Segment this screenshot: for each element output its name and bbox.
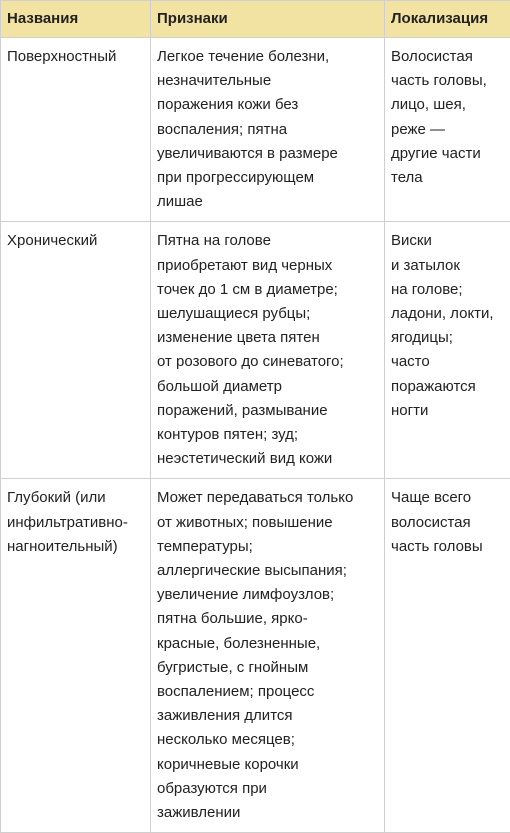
cell-line: часть головы, — [391, 69, 504, 93]
cell-line: Виски — [391, 229, 504, 253]
cell-line: температуры; — [157, 535, 378, 559]
cell-line: лишае — [157, 190, 378, 214]
cell-line: часть головы — [391, 535, 504, 559]
cell-line: часто — [391, 350, 504, 374]
cell-line: Чаще всего — [391, 486, 504, 510]
cell-line: аллергические высыпания; — [157, 559, 378, 583]
cell-line: воспаления; пятна — [157, 118, 378, 142]
cell-location — [385, 38, 510, 222]
cell-line: шелушащиеся рубцы; — [157, 302, 378, 326]
cell-line: на голове; — [391, 278, 504, 302]
cell-name — [1, 38, 151, 222]
table-row — [1, 479, 510, 833]
cell-line: реже — — [391, 118, 504, 142]
cell-line: ягодицы; — [391, 326, 504, 350]
cell-line: Волосистая — [391, 45, 504, 69]
cell-signs — [151, 38, 385, 222]
header-signs: Признаки — [151, 1, 385, 38]
cell-line: несколько месяцев; — [157, 728, 378, 752]
table-header-row — [1, 1, 510, 38]
cell-line: поражения кожи без — [157, 93, 378, 117]
cell-line: поражений, размывание — [157, 399, 378, 423]
cell-line: красные, болезненные, — [157, 632, 378, 656]
cell-line: лицо, шея, — [391, 93, 504, 117]
cell-location — [385, 222, 510, 479]
cell-line: контуров пятен; зуд; — [157, 423, 378, 447]
cell-line: заживлении — [157, 801, 378, 825]
cell-name — [1, 479, 151, 833]
cell-line: Легкое течение болезни, — [157, 45, 378, 69]
cell-line: нагноительный) — [7, 535, 144, 559]
cell-line: инфильтративно- — [7, 511, 144, 535]
cell-line: пятна большие, ярко- — [157, 607, 378, 631]
table-row — [1, 38, 510, 222]
cell-line: Хронический — [7, 229, 144, 253]
cell-line: и затылок — [391, 254, 504, 278]
cell-line: увеличение лимфоузлов; — [157, 583, 378, 607]
cell-line: ладони, локти, — [391, 302, 504, 326]
cell-line: ногти — [391, 399, 504, 423]
cell-line: точек до 1 см в диаметре; — [157, 278, 378, 302]
cell-line: неэстетический вид кожи — [157, 447, 378, 471]
cell-line: при прогрессирующем — [157, 166, 378, 190]
cell-line: поражаются — [391, 375, 504, 399]
cell-location — [385, 479, 510, 833]
cell-line: бугристые, с гнойным — [157, 656, 378, 680]
cell-name — [1, 222, 151, 479]
cell-line: тела — [391, 166, 504, 190]
cell-line: Поверхностный — [7, 45, 144, 69]
cell-line: от розового до синеватого; — [157, 350, 378, 374]
cell-line: изменение цвета пятен — [157, 326, 378, 350]
cell-line: Пятна на голове — [157, 229, 378, 253]
cell-signs — [151, 479, 385, 833]
header-location: Локализация — [385, 1, 510, 38]
cell-line: образуются при — [157, 777, 378, 801]
cell-line: большой диаметр — [157, 375, 378, 399]
cell-line: воспалением; процесс — [157, 680, 378, 704]
cell-signs — [151, 222, 385, 479]
cell-line: Глубокий (или — [7, 486, 144, 510]
cell-line: Может передаваться только — [157, 486, 378, 510]
cell-line: заживления длится — [157, 704, 378, 728]
cell-line: незначительные — [157, 69, 378, 93]
table-row — [1, 222, 510, 479]
cell-line: коричневые корочки — [157, 753, 378, 777]
cell-line: приобретают вид черных — [157, 254, 378, 278]
cell-line: от животных; повышение — [157, 511, 378, 535]
cell-line: другие части — [391, 142, 504, 166]
cell-line: увеличиваются в размере — [157, 142, 378, 166]
cell-line: волосистая — [391, 511, 504, 535]
header-names: Названия — [1, 1, 151, 38]
